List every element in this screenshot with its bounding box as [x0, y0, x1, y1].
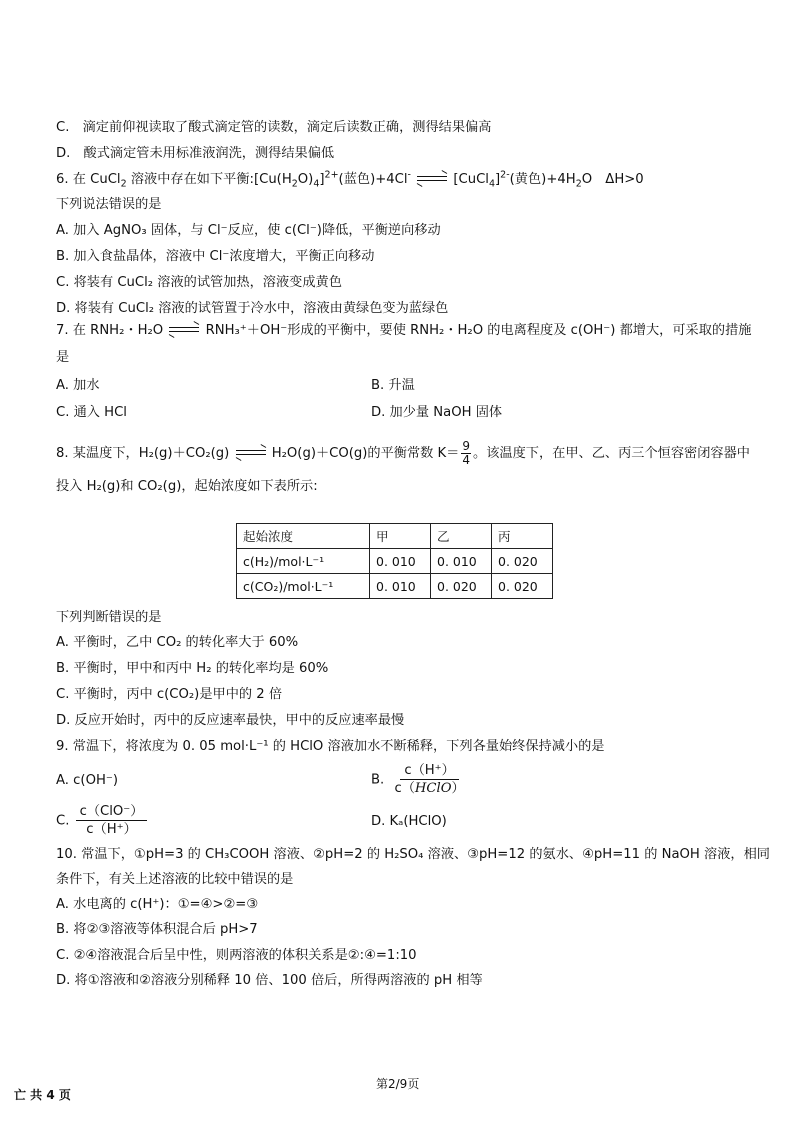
q8-stem: 8. 某温度下，H₂(g)＋CO₂(g) H₂O(g)＋CO(g)的平衡常数 K＝ $\frac{9}{4}$ 。该温度下，在甲、乙、丙三个恒容密闭容器中	[56, 438, 750, 467]
q7-stem-cont: 是	[56, 350, 70, 365]
q7-option-b: B. 升温	[371, 378, 415, 393]
table-header-cell: 甲	[370, 524, 431, 549]
q10-option-b: B. 将②③溶液等体积混合后 pH>7	[56, 922, 258, 937]
q9-option-b: B. $\frac{c(H^+)}{\text{c（HClO）}}$	[371, 762, 471, 797]
q6-option-d: D. 将装有 CuCl₂ 溶液的试管置于冷水中，溶液由黄绿色变为蓝绿色	[56, 301, 449, 316]
table-cell: 0. 020	[492, 574, 553, 599]
q9-option-c: C. $\frac{\text{c（ClO⁻）}}{c(H^+)}$	[56, 803, 149, 838]
q7-option-a: A. 加水	[56, 378, 100, 393]
table-row-label: c(H₂)/mol·L⁻¹	[237, 549, 370, 574]
table-cell: 0. 010	[431, 549, 492, 574]
q5-option-c: C. 滴定前仰视读取了酸式滴定管的读数，滴定后读数正确，测得结果偏高	[56, 120, 492, 135]
q9-c-fraction: $\frac{\text{c（ClO⁻）}}{c(H^+)}$	[76, 803, 148, 838]
q10-stem: 10. 常温下，①pH=3 的 CH₃COOH 溶液、②pH=2 的 H₂SO₄ 溶液、③pH=12 的氨水、④pH=11 的 NaOH 溶液，相同	[56, 847, 770, 862]
table-cell: 0. 010	[370, 574, 431, 599]
table-row	[237, 549, 553, 574]
table-cell: 0. 020	[492, 549, 553, 574]
equilibrium-arrow-icon	[417, 174, 447, 184]
q10-option-a: A. 水电离的 c(H⁺)：①=④>②=③	[56, 897, 259, 912]
q7-stem: 7. 在 RNH₂・H₂O RNH₃⁺＋OH⁻形成的平衡中，要使 RNH₂・H₂O 的电离程度及 c(OH⁻) 都增大，可采取的措施	[56, 323, 752, 338]
q8-stem-cont: 投入 H₂(g)和 CO₂(g)，起始浓度如下表所示:	[56, 479, 318, 494]
q7-option-d: D. 加少量 NaOH 固体	[371, 405, 503, 420]
page-number: 第2/9页	[376, 1077, 420, 1091]
q9-b-fraction: $\frac{c(H^+)}{\text{c（HClO）}}$	[394, 763, 465, 796]
q6-option-a: A. 加入 AgNO₃ 固体，与 Cl⁻反应，使 c(Cl⁻)降低，平衡逆向移动	[56, 223, 441, 238]
q10-option-c: C. ②④溶液混合后呈中性，则两溶液的体积关系是②:④=1:10	[56, 948, 417, 963]
q8-option-b: B. 平衡时，甲中和丙中 H₂ 的转化率均是 60%	[56, 661, 329, 676]
equilibrium-arrow-icon	[236, 448, 266, 458]
initial-concentration-table	[236, 523, 553, 599]
table-header-cell: 丙	[492, 524, 553, 549]
q8-option-c: C. 平衡时，丙中 c(CO₂)是甲中的 2 倍	[56, 687, 283, 702]
table-row-label: c(CO₂)/mol·L⁻¹	[237, 574, 370, 599]
q6-stem: 6. 在 CuCl$_2$ 溶液中存在如下平衡$:[Cu(H_2O)_4]^{2+}$(蓝色)+4Cl- [CuCl$_4$]$^{2-}$(黄色)$+4H_2O$ ΔH>0	[56, 169, 644, 190]
table-cell: 0. 020	[431, 574, 492, 599]
table-header-row	[237, 524, 553, 549]
page-count-note: 亡 共 4 页	[14, 1088, 71, 1102]
q7-option-c: C. 通入 HCl	[56, 405, 127, 420]
q8-option-d: D. 反应开始时，丙中的反应速率最快，甲中的反应速率最慢	[56, 713, 405, 728]
table-header-cell: 起始浓度	[237, 524, 370, 549]
table-header-cell: 乙	[431, 524, 492, 549]
equilibrium-arrow-icon	[169, 325, 199, 335]
table-cell: 0. 010	[370, 549, 431, 574]
table-row	[237, 574, 553, 599]
q9-option-d: D. Kₐ(HClO)	[371, 814, 447, 829]
q5-option-d: D. 酸式滴定管未用标准液润洗，测得结果偏低	[56, 146, 335, 161]
q6-question: 下列说法错误的是	[56, 197, 162, 212]
q9-stem: 9. 常温下，将浓度为 0. 05 mol·L⁻¹ 的 HClO 溶液加水不断稀释，下列各量始终保持减小的是	[56, 739, 605, 754]
q9-option-a: A. c(OH⁻)	[56, 773, 118, 788]
q6-option-b: B. 加入食盐晶体，溶液中 Cl⁻浓度增大，平衡正向移动	[56, 249, 375, 264]
q6-option-c: C. 将装有 CuCl₂ 溶液的试管加热，溶液变成黄色	[56, 275, 342, 290]
k-fraction: $\frac{9}{4}$	[462, 438, 471, 467]
q8-question: 下列判断错误的是	[56, 610, 162, 625]
q8-option-a: A. 平衡时，乙中 CO₂ 的转化率大于 60%	[56, 635, 299, 650]
q10-stem-cont: 条件下，有关上述溶液的比较中错误的是	[56, 872, 294, 887]
q10-option-d: D. 将①溶液和②溶液分别稀释 10 倍、100 倍后，所得两溶液的 pH 相等	[56, 973, 483, 988]
